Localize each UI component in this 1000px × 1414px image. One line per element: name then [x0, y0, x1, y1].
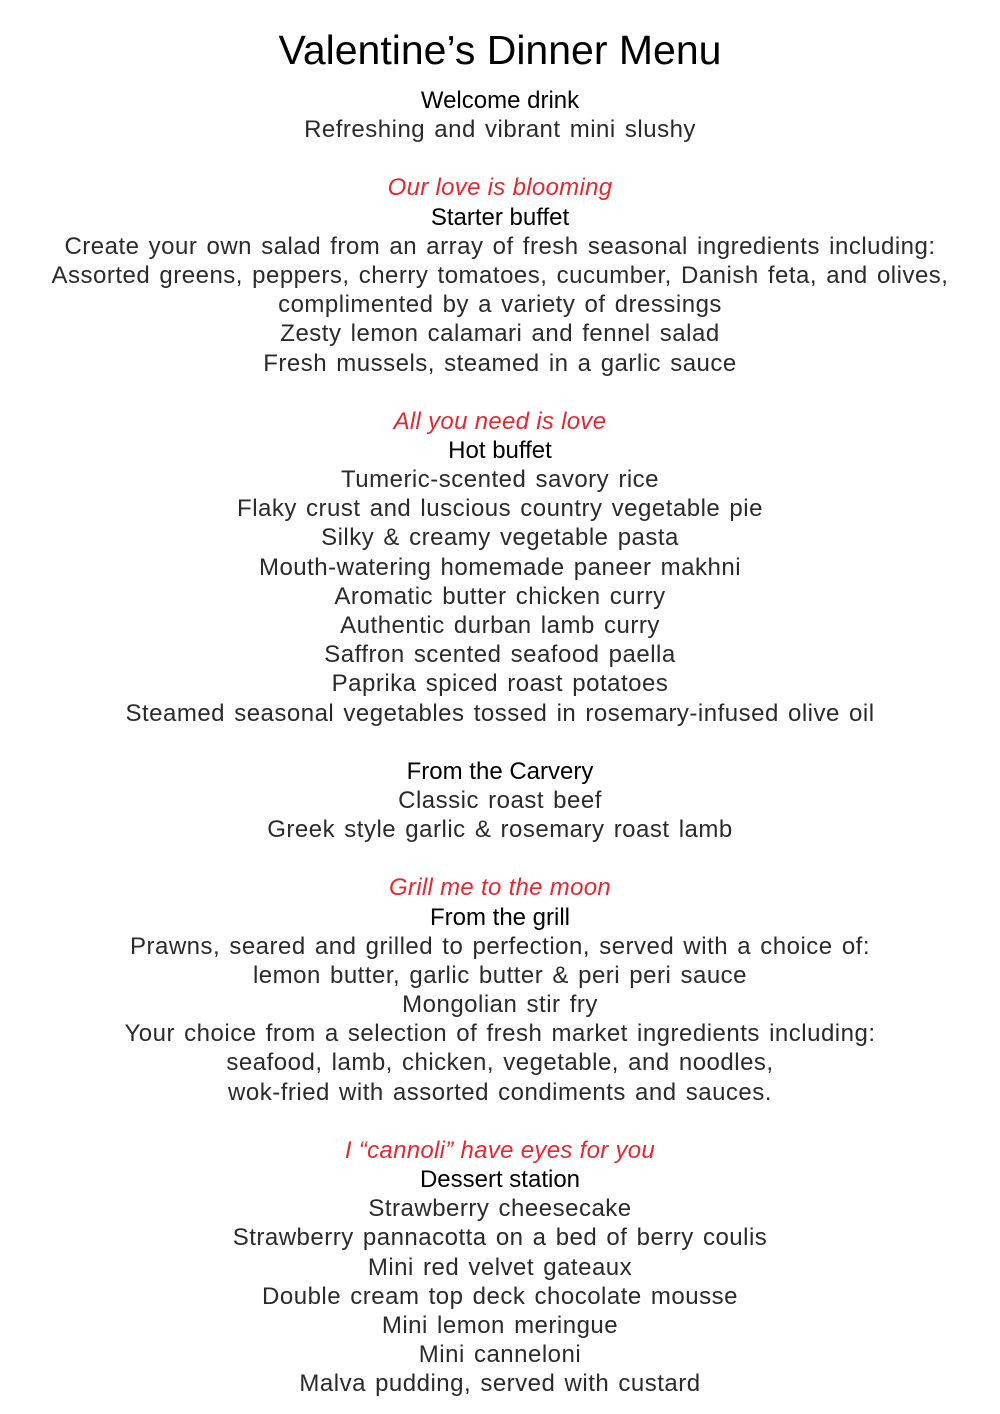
section-carvery: [0, 757, 1000, 845]
menu-item: Greek style garlic & rosemary roast lamb: [267, 816, 733, 844]
menu-item: Aromatic butter chicken curry: [334, 582, 666, 610]
menu-item: wok-fried with assorted condiments and sauces.: [228, 1078, 772, 1106]
section-heading: Hot buffet: [448, 436, 552, 464]
menu-item: Silky & creamy vegetable pasta: [321, 524, 679, 552]
section-tagline: I “cannoli” have eyes for you: [344, 1136, 656, 1164]
menu-item: lemon butter, garlic butter & peri peri sauce: [252, 961, 748, 989]
menu-item: Saffron scented seafood paella: [324, 641, 676, 669]
section-grill: [0, 873, 1000, 1107]
section-heading: Dessert station: [419, 1166, 581, 1193]
menu-item: Steamed seasonal vegetables tossed in rosemary-infused olive oil: [125, 699, 875, 727]
section-tagline: Grill me to the moon: [388, 874, 612, 902]
menu-item: Create your own salad from an array of fresh seasonal ingredients including:: [64, 232, 936, 260]
section-heading: Welcome drink: [420, 87, 580, 114]
menu-item: Mini red velvet gateaux: [367, 1253, 633, 1281]
menu-item: Paprika spiced roast potatoes: [331, 670, 669, 698]
menu-item: complimented by a variety of dressings: [278, 291, 722, 319]
menu-item: Mouth-watering homemade paneer makhni: [258, 553, 742, 581]
menu-item: Authentic durban lamb curry: [340, 612, 660, 639]
menu-item: Zesty lemon calamari and fennel salad: [280, 320, 720, 348]
menu-item: Your choice from a selection of fresh market ingredients including:: [124, 1020, 876, 1048]
menu-item: Mini canneloni: [418, 1341, 582, 1369]
menu-item: Fresh mussels, steamed in a garlic sauce: [263, 349, 737, 377]
menu-sections: [0, 86, 1000, 1399]
section-welcome-drink: [0, 86, 1000, 144]
menu-item: Refreshing and vibrant mini slushy: [304, 116, 696, 144]
section-tagline: Our love is blooming: [387, 174, 613, 202]
menu-item: Tumeric-scented savory rice: [340, 466, 660, 494]
menu-title: Valentine’s Dinner Menu: [278, 27, 722, 73]
section-heading: From the grill: [429, 903, 571, 931]
menu-item: Strawberry pannacotta on a bed of berry coulis: [232, 1224, 768, 1252]
menu-item: seafood, lamb, chicken, vegetable, and noodles,: [226, 1049, 774, 1077]
menu-item: Malva pudding, served with custard: [299, 1370, 701, 1398]
menu-item: Mongolian stir fry: [402, 991, 598, 1019]
section-starter-buffet: [0, 173, 1000, 377]
section-dessert-station: [0, 1136, 1000, 1399]
menu-item: Mini lemon meringue: [381, 1311, 619, 1339]
section-heading: Starter buffet: [430, 203, 570, 231]
menu-item: Strawberry cheesecake: [368, 1195, 632, 1223]
menu-item: Flaky crust and luscious country vegetable pie: [237, 495, 763, 523]
section-tagline: All you need is love: [393, 407, 607, 435]
section-heading: From the Carvery: [406, 757, 594, 785]
menu-item: Double cream top deck chocolate mousse: [262, 1282, 738, 1310]
menu-item: Prawns, seared and grilled to perfection, served with a choice of:: [129, 932, 871, 960]
menu-item: Classic roast beef: [398, 786, 602, 814]
section-hot-buffet: [0, 407, 1000, 728]
menu-item: Assorted greens, peppers, cherry tomatoes, cucumber, Danish feta, and olives,: [51, 261, 949, 289]
